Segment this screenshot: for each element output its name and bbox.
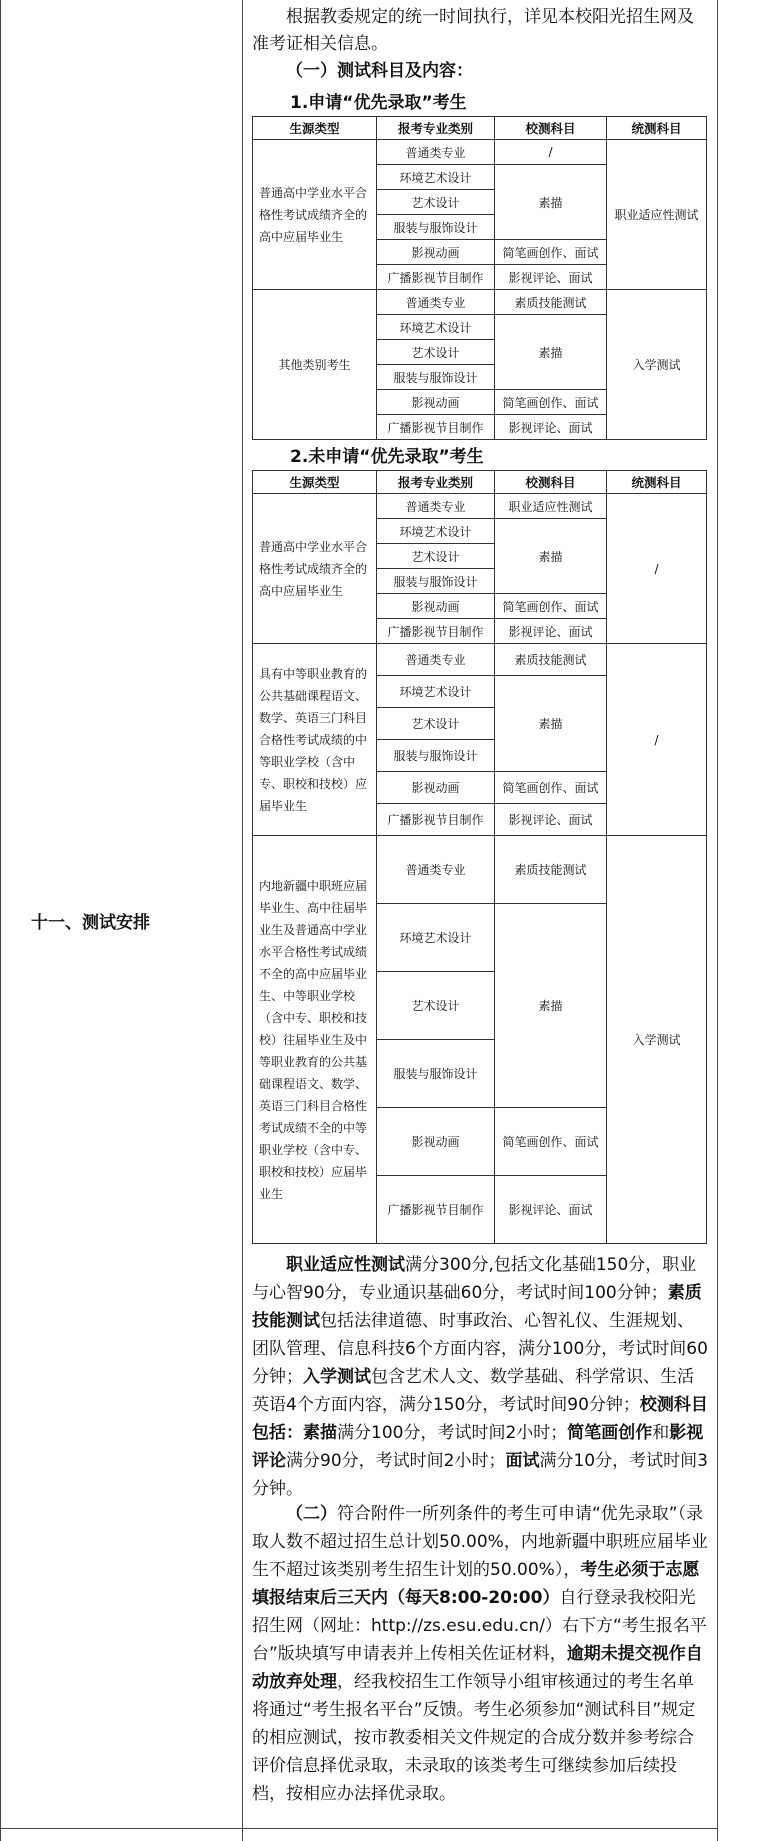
major-cell: 普通类专业 (377, 494, 495, 519)
school-test-cell: 素描 (495, 315, 607, 390)
school-test-cell: 简笔画创作、面试 (495, 1108, 607, 1176)
non-priority-heading: 2.未申请“优先录取”考生 (290, 447, 484, 467)
school-test-cell: 影视评论、面试 (495, 1176, 607, 1244)
major-cell: 普通类专业 (377, 140, 495, 165)
major-cell: 服装与服饰设计 (377, 365, 495, 390)
major-cell: 艺术设计 (377, 190, 495, 215)
major-cell: 艺术设计 (377, 972, 495, 1040)
table-row (253, 836, 707, 904)
major-cell: 广播影视节目制作 (377, 1176, 495, 1244)
header-cell: 校测科目 (495, 471, 607, 494)
major-cell: 环境艺术设计 (377, 676, 495, 708)
school-test-cell: 素质技能测试 (495, 836, 607, 904)
score-term: 职业适应性测试 (286, 1255, 405, 1275)
row-divider (1, 1828, 717, 1829)
priority-table (252, 116, 707, 440)
major-cell: 影视动画 (377, 772, 495, 804)
score-paragraph: 职业适应性测试满分300分,包括文化基础150分，职业与心智90分，专业通识基础60分，考试时间100分钟；素质技能测试包括法律道德、时事政治、心智礼仪、生涯规划、团队管理、信息科技6个方面内容，满分100分，考试时间60分钟；入学测试包含艺术人文、数学基础、科学常识、生活英语4个方面内容，满分150分，考试时间90分钟；校测科目包括：素描满分100分，考试时间2小时；简笔画创作和影视评论满分90分，考试时间2小时；面试满分10分，考试时间3分钟。 (252, 1255, 708, 1499)
major-cell: 艺术设计 (377, 708, 495, 740)
school-test-cell: / (495, 140, 607, 165)
unified-test-cell: / (607, 644, 707, 836)
header-cell: 生源类型 (253, 117, 377, 140)
school-test-cell: 影视评论、面试 (495, 804, 607, 836)
major-cell: 普通类专业 (377, 836, 495, 904)
table-header-row (253, 471, 707, 494)
header-cell: 统测科目 (607, 471, 707, 494)
major-cell: 环境艺术设计 (377, 315, 495, 340)
school-test-cell: 素质技能测试 (495, 290, 607, 315)
table-row (253, 290, 707, 315)
school-test-cell: 影视评论、面试 (495, 415, 607, 440)
table-row (253, 494, 707, 519)
overdue-note: 逾期未提交视作自动放弃处理 (252, 1644, 703, 1692)
school-test-cell: 素质技能测试 (495, 644, 607, 676)
major-cell: 影视动画 (377, 594, 495, 619)
column-divider (242, 0, 243, 1841)
major-cell: 服装与服饰设计 (377, 215, 495, 240)
school-test-cell: 影视评论、面试 (495, 265, 607, 290)
major-cell: 服装与服饰设计 (377, 1040, 495, 1108)
score-term: 影视评论 (252, 1423, 704, 1471)
major-cell: 环境艺术设计 (377, 165, 495, 190)
priority-paragraph: （二）符合附件一所列条件的考生可申请“优先录取”（录取人数不超过招生总计划50.00%，内地新疆中职班应届毕业生不超过该类别考生招生计划的50.00%），考生必须于志愿填报结束后三天内（每天8:00-20:00）自行登录我校阳光招生网（网址：http://zs.esu.edu.cn/）右下方“考生报名平台”版块填写申请表并上传相关佐证材料，逾期未提交视作自动放弃处理，经我校招生工作领导小组审核通过的考生名单将通过“考生报名平台”反馈。考生必须参加“测试科目”规定的相应测试，按市教委相关文件规定的合成分数并参考综合评价信息择优录取，未录取的该类考生可继续参加后续投档，按相应办法择优录取。 (252, 1504, 708, 1804)
school-test-cell: 素描 (495, 519, 607, 594)
major-cell: 广播影视节目制作 (377, 265, 495, 290)
score-term: 简笔画创作 (567, 1423, 653, 1443)
major-cell: 影视动画 (377, 1108, 495, 1176)
school-test-cell: 简笔画创作、面试 (495, 772, 607, 804)
major-cell: 影视动画 (377, 240, 495, 265)
major-cell: 环境艺术设计 (377, 519, 495, 544)
school-test-cell: 素描 (495, 165, 607, 240)
major-cell: 服装与服饰设计 (377, 569, 495, 594)
score-term: 校测科目包括：素描 (252, 1395, 708, 1443)
header-cell: 校测科目 (495, 117, 607, 140)
major-cell: 服装与服饰设计 (377, 740, 495, 772)
major-cell: 广播影视节目制作 (377, 804, 495, 836)
header-cell: 生源类型 (253, 471, 377, 494)
intro-paragraph: 根据教委规定的统一时间执行，详见本校阳光招生网及准考证相关信息。 (252, 7, 694, 54)
score-term: 素质技能测试 (252, 1283, 702, 1331)
source-type-cell: 其他类别考生 (253, 290, 377, 440)
unified-test-cell: 入学测试 (607, 290, 707, 440)
table-header-row (253, 117, 707, 140)
school-test-cell: 素描 (495, 676, 607, 772)
major-cell: 艺术设计 (377, 544, 495, 569)
priority-table-wrap (252, 116, 710, 440)
school-test-cell: 影视评论、面试 (495, 619, 607, 644)
major-cell: 普通类专业 (377, 644, 495, 676)
section-label-cell (1, 0, 242, 1841)
major-cell: 广播影视节目制作 (377, 415, 495, 440)
unified-test-cell: 入学测试 (607, 836, 707, 1244)
unified-test-cell: 职业适应性测试 (607, 140, 707, 290)
school-test-cell: 职业适应性测试 (495, 494, 607, 519)
sub-heading-tests: （一）测试科目及内容： (286, 61, 473, 81)
priority-heading: 1.申请“优先录取”考生 (290, 93, 467, 113)
score-term: 面试 (505, 1451, 540, 1471)
header-cell: 统测科目 (607, 117, 707, 140)
school-test-cell: 简笔画创作、面试 (495, 594, 607, 619)
school-test-cell: 素描 (495, 904, 607, 1108)
table-row (253, 644, 707, 676)
non-priority-table (252, 470, 707, 1244)
school-test-cell: 简笔画创作、面试 (495, 240, 607, 265)
header-cell: 报考专业类别 (377, 471, 495, 494)
major-cell: 广播影视节目制作 (377, 619, 495, 644)
major-cell: 影视动画 (377, 390, 495, 415)
priority-label: （二） (286, 1504, 337, 1524)
table-row (253, 140, 707, 165)
score-term: 入学测试 (303, 1367, 371, 1387)
source-type-cell: 普通高中学业水平合格性考试成绩齐全的高中应届毕业生 (253, 140, 377, 290)
deadline-text: 考生必须于志愿填报结束后三天内（每天8:00-20:00） (252, 1560, 700, 1608)
unified-test-cell: / (607, 494, 707, 644)
source-type-cell: 普通高中学业水平合格性考试成绩齐全的高中应届毕业生 (253, 494, 377, 644)
major-cell: 普通类专业 (377, 290, 495, 315)
major-cell: 艺术设计 (377, 340, 495, 365)
source-type-cell: 具有中等职业教育的公共基础课程语文、数学、英语三门科目合格性考试成绩的中等职业学校（含中专、职校和技校）应届毕业生 (253, 644, 377, 836)
header-cell: 报考专业类别 (377, 117, 495, 140)
school-test-cell: 简笔画创作、面试 (495, 390, 607, 415)
major-cell: 环境艺术设计 (377, 904, 495, 972)
source-type-cell: 内地新疆中职班应届毕业生、高中往届毕业生及普通高中学业水平合格性考试成绩不全的高中应届毕业生、中等职业学校（含中专、职校和技校）往届毕业生及中等职业教育的公共基础课程语文、数学、英语三门科目合格性考试成绩不全的中等职业学校（含中专、职校和技校）应届毕业生 (253, 836, 377, 1244)
non-priority-table-wrap (252, 470, 710, 1244)
section-title: 十一、测试安排 (31, 913, 150, 933)
